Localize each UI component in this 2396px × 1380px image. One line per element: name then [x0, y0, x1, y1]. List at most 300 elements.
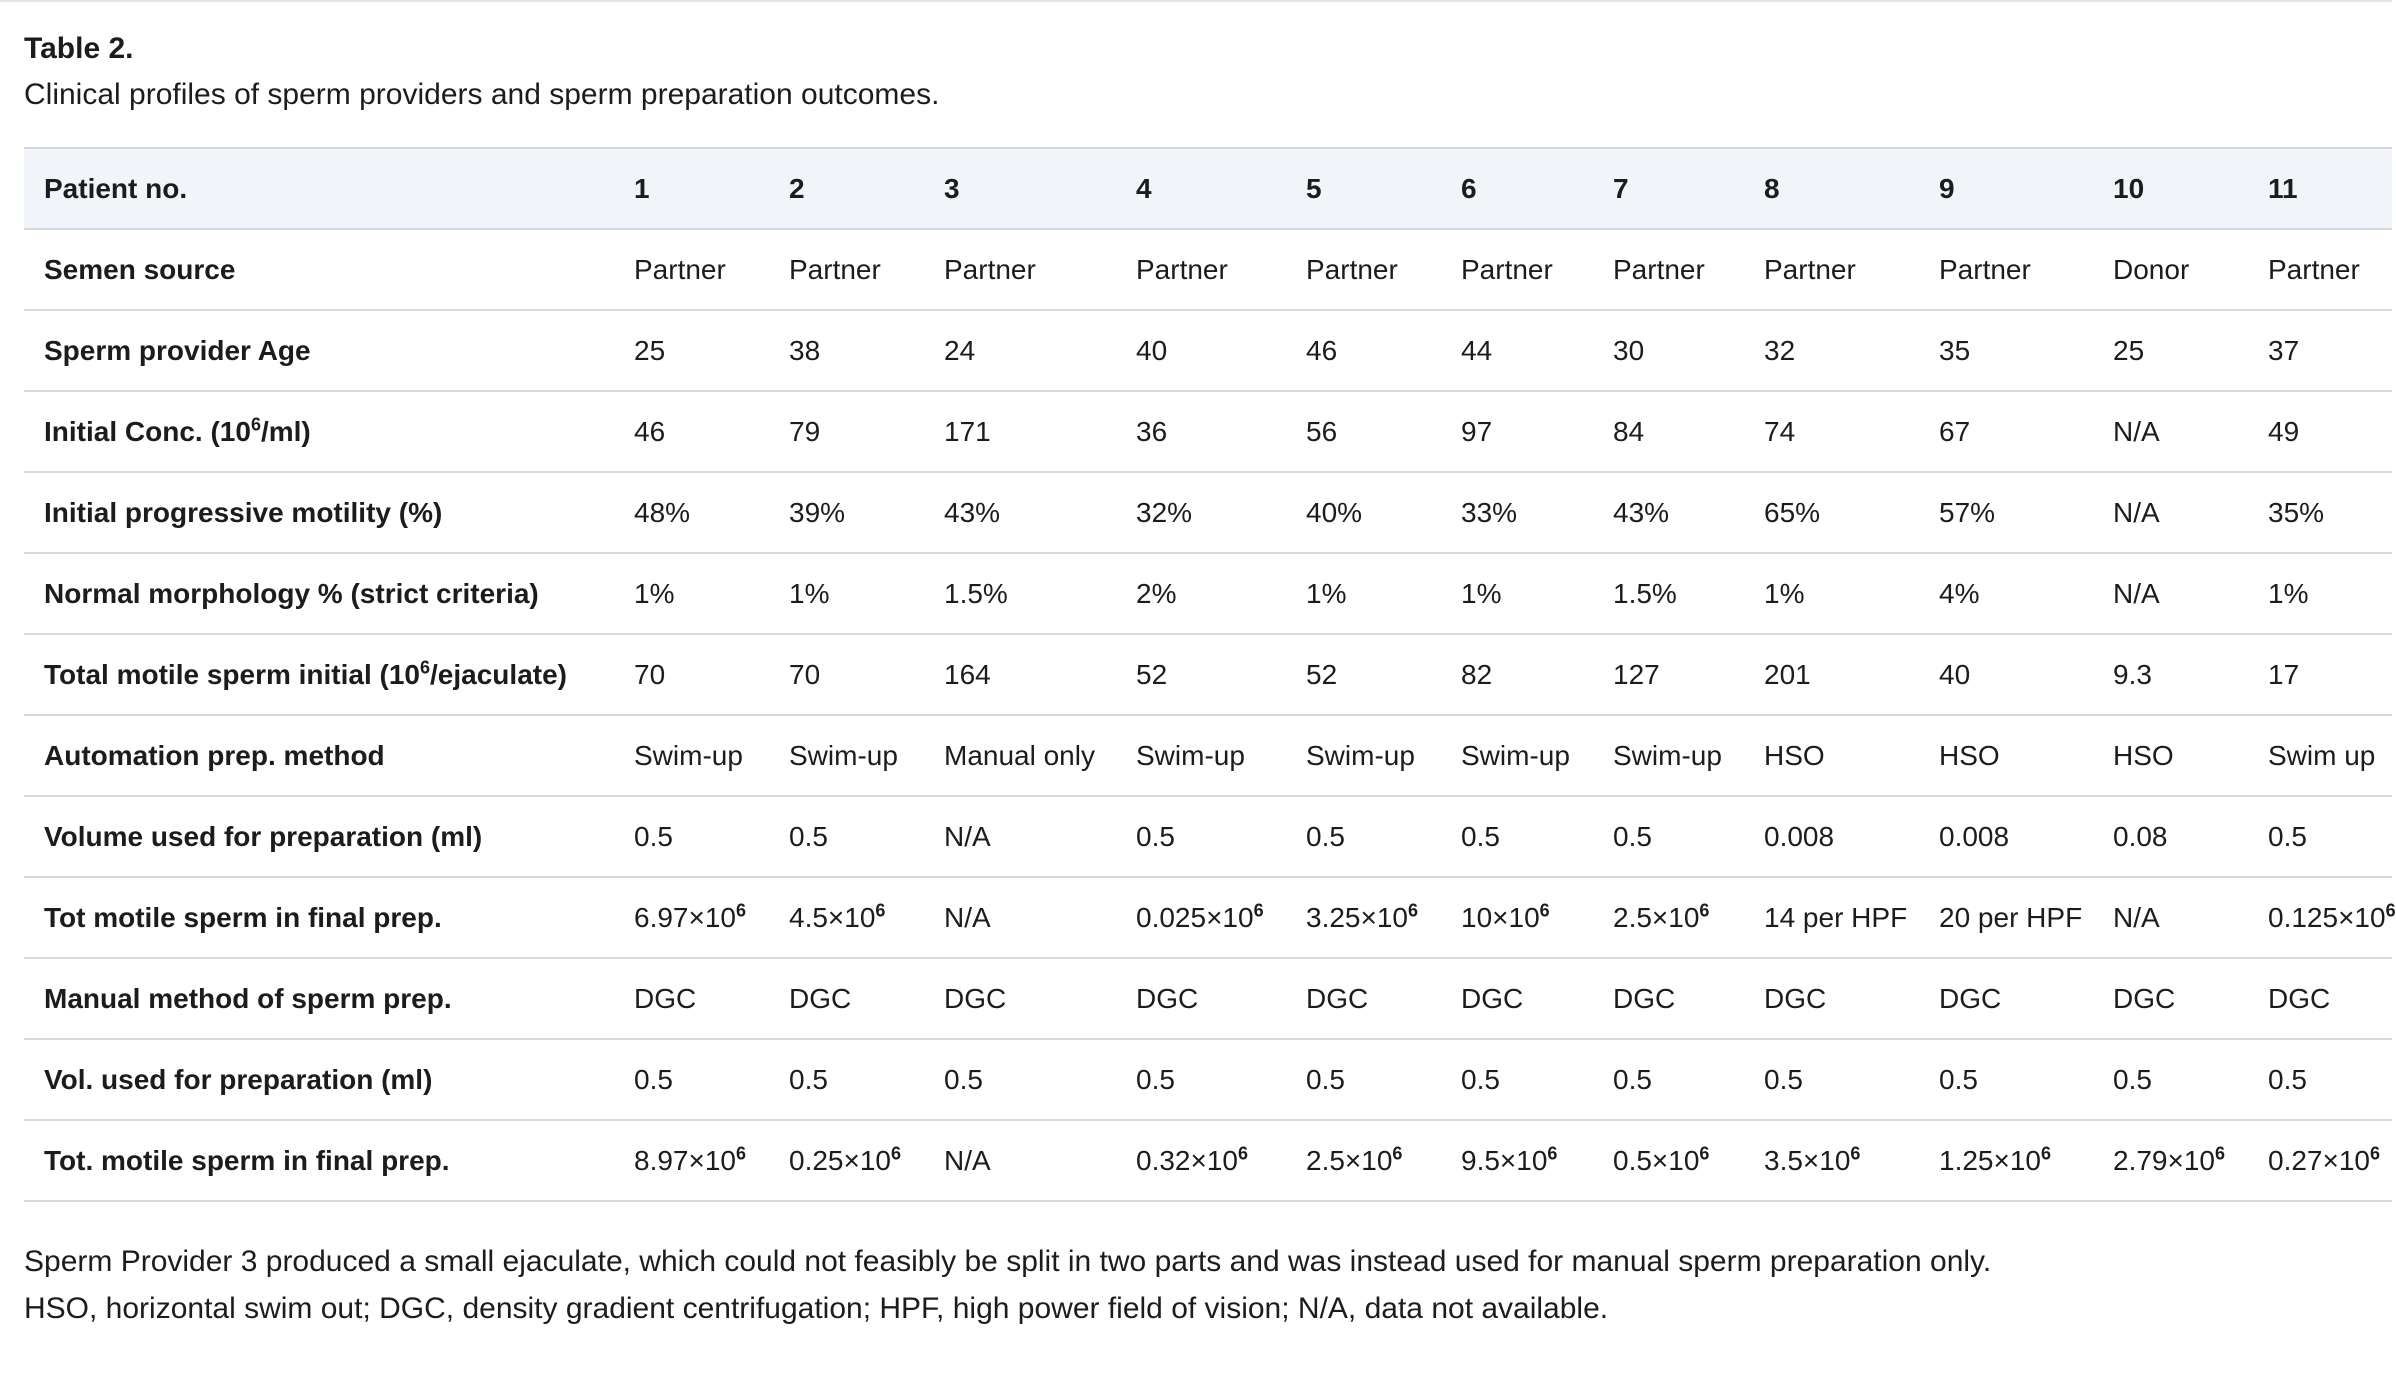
cell-value: 0.5: [1764, 1063, 1803, 1095]
cell-value: 65%: [1764, 496, 1821, 528]
table-cell: [2093, 877, 2248, 958]
table-cell: [2093, 472, 2248, 553]
table-cell: [1116, 472, 1286, 553]
cell-value: DGC: [1306, 982, 1369, 1014]
cell-value: Swim-up: [1306, 739, 1415, 771]
patient-number-header: 6: [1441, 148, 1593, 229]
table-cell: [1919, 634, 2093, 715]
table-cell: [1286, 553, 1441, 634]
cell-value: 0.5: [634, 1063, 673, 1095]
row-label: [24, 958, 614, 1039]
table-cell: [2093, 1039, 2248, 1120]
table-cell: [769, 1039, 924, 1120]
table-cell: [614, 391, 769, 472]
table-caption: Clinical profiles of sperm providers and sperm preparation outcomes.: [24, 78, 940, 111]
table-cell: [1744, 553, 1919, 634]
table-cell: [1286, 1039, 1441, 1120]
cell-value: 0.27×10: [2268, 1144, 2370, 1176]
table-row: [24, 1120, 2392, 1201]
cell-value: 79: [789, 415, 821, 447]
cell-value: 9.3: [2113, 658, 2152, 690]
table-cell: [1441, 877, 1593, 958]
cell-value: 52: [1136, 658, 1168, 690]
cell-value: 1%: [789, 577, 830, 609]
table-cell: [1286, 877, 1441, 958]
cell-value: Partner: [1764, 253, 1856, 285]
cell-value: 32%: [1136, 496, 1193, 528]
table-cell: [924, 715, 1116, 796]
cell-value: DGC: [1764, 982, 1827, 1014]
cell-value: 0.008: [1939, 820, 2010, 852]
cell-value: 4%: [1939, 577, 1980, 609]
cell-value: Swim-up: [1461, 739, 1570, 771]
cell-value: 57%: [1939, 496, 1996, 528]
table-cell: [769, 715, 924, 796]
table-cell: [924, 310, 1116, 391]
table-cell: [1919, 1120, 2093, 1201]
cell-exponent: 6: [2370, 1143, 2381, 1164]
cell-value: 43%: [1613, 496, 1670, 528]
table-cell: [1441, 310, 1593, 391]
table-cell: [1441, 391, 1593, 472]
cell-value: 84: [1613, 415, 1645, 447]
cell-value: N/A: [2113, 901, 2160, 933]
table-cell: [1593, 1039, 1744, 1120]
table-row: [24, 715, 2392, 796]
cell-exponent: 6: [1392, 1143, 1403, 1164]
table-cell: [2093, 634, 2248, 715]
table-cell: [924, 229, 1116, 310]
table-cell: [769, 391, 924, 472]
cell-value: 38: [789, 334, 821, 366]
cell-value: HSO: [1939, 739, 2000, 771]
row-label: [24, 229, 614, 310]
table-cell: [614, 796, 769, 877]
cell-value: 97: [1461, 415, 1493, 447]
table-cell: [2248, 877, 2396, 958]
cell-value: 30: [1613, 334, 1645, 366]
table-cell: [1116, 796, 1286, 877]
table-cell: [2248, 553, 2392, 634]
patient-number-header: 10: [2093, 148, 2248, 229]
table-cell: [1744, 229, 1919, 310]
table-cell: [1441, 958, 1593, 1039]
cell-value: 20 per HPF: [1939, 901, 2083, 933]
cell-value: 10×10: [1461, 901, 1540, 933]
cell-value: Partner: [789, 253, 881, 285]
table-cell: [1441, 472, 1593, 553]
cell-value: 49: [2268, 415, 2300, 447]
header-label: Patient no.: [24, 148, 614, 229]
table-cell: [1919, 472, 2093, 553]
table-cell: [1116, 229, 1286, 310]
cell-value: DGC: [634, 982, 697, 1014]
clinical-profiles-table: [24, 147, 2396, 1202]
cell-exponent: 6: [2041, 1143, 2052, 1164]
cell-value: 0.025×10: [1136, 901, 1254, 933]
cell-value: DGC: [2113, 982, 2176, 1014]
cell-exponent: 6: [1253, 900, 1264, 921]
cell-value: 0.08: [2113, 820, 2168, 852]
cell-value: 1%: [2268, 577, 2309, 609]
cell-value: Partner: [634, 253, 726, 285]
table-cell: [1286, 958, 1441, 1039]
cell-value: 2%: [1136, 577, 1177, 609]
cell-value: 6.97×10: [634, 901, 736, 933]
table-cell: [614, 1120, 769, 1201]
row-label-text: Volume used for preparation (ml): [44, 820, 483, 852]
header-row: [24, 148, 2392, 229]
table-row: [24, 796, 2392, 877]
cell-value: 14 per HPF: [1764, 901, 1908, 933]
table-cell: [614, 1039, 769, 1120]
cell-value: 1.5%: [1613, 577, 1677, 609]
table-cell: [2093, 391, 2248, 472]
table-cell: [614, 553, 769, 634]
cell-value: 0.5: [2113, 1063, 2152, 1095]
table-row: [24, 958, 2392, 1039]
patient-number-header: 2: [769, 148, 924, 229]
footnote-1: Sperm Provider 3 produced a small ejaculate, which could not feasibly be split in two parts and was instead used for manual sperm preparation only.: [24, 1245, 1992, 1278]
table-cell: [1593, 634, 1744, 715]
top-divider: [0, 0, 2392, 2]
patient-number-header: 4: [1116, 148, 1286, 229]
row-label-unit: /ml): [260, 415, 311, 447]
cell-value: 4.5×10: [789, 901, 876, 933]
cell-exponent: 6: [891, 1143, 902, 1164]
row-label-text: Manual method of sperm prep.: [44, 982, 452, 1014]
row-label: [24, 553, 614, 634]
row-label: [24, 715, 614, 796]
cell-value: 0.5×10: [1613, 1144, 1700, 1176]
table-cell: [2093, 958, 2248, 1039]
cell-value: Donor: [2113, 253, 2190, 285]
cell-value: 33%: [1461, 496, 1518, 528]
table-cell: [1593, 1120, 1744, 1201]
table-cell: [1286, 1120, 1441, 1201]
cell-value: 0.5: [1306, 1063, 1345, 1095]
cell-value: 25: [634, 334, 666, 366]
cell-value: Partner: [1461, 253, 1553, 285]
cell-value: Swim-up: [1613, 739, 1722, 771]
table-cell: [1441, 715, 1593, 796]
cell-value: Swim up: [2268, 739, 2376, 771]
cell-value: 0.32×10: [1136, 1144, 1238, 1176]
table-cell: [2248, 958, 2392, 1039]
table-cell: [1286, 472, 1441, 553]
table-cell: [1593, 391, 1744, 472]
patient-number-header: 11: [2248, 148, 2392, 229]
table-cell: [769, 958, 924, 1039]
table-cell: [1919, 715, 2093, 796]
cell-value: 74: [1764, 415, 1796, 447]
table-cell: [1286, 310, 1441, 391]
cell-value: 3.25×10: [1306, 901, 1408, 933]
cell-value: 48%: [634, 496, 691, 528]
table-cell: [924, 796, 1116, 877]
table-cell: [1919, 391, 2093, 472]
table-cell: [614, 634, 769, 715]
cell-value: Swim-up: [1136, 739, 1245, 771]
row-label-text: Tot motile sperm in final prep.: [44, 901, 442, 933]
cell-value: 164: [944, 658, 991, 690]
table-row: [24, 472, 2392, 553]
table-cell: [1744, 796, 1919, 877]
cell-value: 201: [1764, 658, 1811, 690]
patient-number-header: 7: [1593, 148, 1744, 229]
cell-value: 2.5×10: [1306, 1144, 1393, 1176]
cell-value: 1.25×10: [1939, 1144, 2041, 1176]
cell-value: DGC: [1461, 982, 1524, 1014]
cell-exponent: 6: [1699, 1143, 1710, 1164]
row-label-text: Initial Conc. (10: [44, 415, 251, 447]
table-cell: [1116, 553, 1286, 634]
row-label: [24, 310, 614, 391]
row-label: [24, 391, 614, 472]
cell-value: 25: [2113, 334, 2145, 366]
table-label: Table 2.: [24, 32, 134, 65]
row-label-exponent: 6: [250, 414, 261, 435]
cell-exponent: 6: [1539, 900, 1550, 921]
table-cell: [2248, 634, 2392, 715]
table-cell: [2248, 1039, 2392, 1120]
row-label-text: Normal morphology % (strict criteria): [44, 577, 539, 609]
table-cell: [1116, 391, 1286, 472]
table-cell: [924, 553, 1116, 634]
cell-value: 56: [1306, 415, 1338, 447]
table-cell: [1116, 634, 1286, 715]
table-cell: [1116, 1039, 1286, 1120]
cell-value: 0.5: [2268, 1063, 2307, 1095]
cell-value: HSO: [2113, 739, 2174, 771]
table-cell: [924, 472, 1116, 553]
cell-value: 0.5: [634, 820, 673, 852]
row-label: [24, 796, 614, 877]
cell-value: N/A: [944, 901, 991, 933]
table-cell: [1744, 958, 1919, 1039]
table-cell: [614, 715, 769, 796]
cell-value: DGC: [1939, 982, 2002, 1014]
cell-value: DGC: [1613, 982, 1676, 1014]
table-cell: [2248, 310, 2392, 391]
table-cell: [1919, 877, 2093, 958]
table-cell: [1286, 715, 1441, 796]
cell-value: 0.5: [2268, 820, 2307, 852]
cell-value: 0.5: [1613, 820, 1652, 852]
table-cell: [1286, 229, 1441, 310]
table-cell: [1286, 796, 1441, 877]
table-cell: [924, 877, 1116, 958]
table-cell: [1593, 715, 1744, 796]
table-footnotes: [24, 1238, 1991, 1332]
cell-value: 46: [1306, 334, 1338, 366]
table-cell: [1744, 1039, 1919, 1120]
cell-value: 1%: [1461, 577, 1502, 609]
cell-value: Partner: [2268, 253, 2360, 285]
table-cell: [614, 310, 769, 391]
cell-value: 44: [1461, 334, 1493, 366]
cell-exponent: 6: [2215, 1143, 2226, 1164]
row-label-text: Automation prep. method: [44, 739, 385, 771]
table-cell: [1116, 1120, 1286, 1201]
cell-value: 9.5×10: [1461, 1144, 1548, 1176]
cell-value: 3.5×10: [1764, 1144, 1851, 1176]
table-cell: [1593, 958, 1744, 1039]
row-label-exponent: 6: [420, 657, 431, 678]
cell-value: Partner: [1136, 253, 1228, 285]
patient-number-header: 1: [614, 148, 769, 229]
table-cell: [1441, 796, 1593, 877]
row-label: [24, 634, 614, 715]
cell-exponent: 6: [1547, 1143, 1558, 1164]
table-cell: [614, 958, 769, 1039]
table-cell: [1919, 229, 2093, 310]
table-cell: [769, 553, 924, 634]
table-cell: [1744, 715, 1919, 796]
table-cell: [1441, 1039, 1593, 1120]
row-label-text: Vol. used for preparation (ml): [44, 1063, 433, 1095]
cell-value: Swim-up: [634, 739, 743, 771]
cell-value: 0.5: [1136, 1063, 1175, 1095]
patient-number-header: 5: [1286, 148, 1441, 229]
cell-value: 82: [1461, 658, 1493, 690]
cell-value: N/A: [2113, 496, 2160, 528]
cell-value: 17: [2268, 658, 2300, 690]
cell-value: DGC: [789, 982, 852, 1014]
cell-value: 24: [944, 334, 976, 366]
row-label-text: Total motile sperm initial (10: [44, 658, 421, 690]
cell-exponent: 6: [1850, 1143, 1861, 1164]
cell-value: 35%: [2268, 496, 2325, 528]
table-cell: [2248, 715, 2392, 796]
cell-value: 36: [1136, 415, 1168, 447]
cell-value: Manual only: [944, 739, 1095, 771]
cell-value: 1%: [1306, 577, 1347, 609]
table-cell: [2093, 715, 2248, 796]
cell-value: 67: [1939, 415, 1971, 447]
cell-value: 2.79×10: [2113, 1144, 2215, 1176]
table-cell: [924, 1039, 1116, 1120]
cell-value: N/A: [2113, 577, 2160, 609]
cell-value: 40: [1939, 658, 1971, 690]
table-cell: [2248, 796, 2392, 877]
table-cell: [1744, 634, 1919, 715]
table-cell: [1919, 796, 2093, 877]
table-cell: [2093, 310, 2248, 391]
table-cell: [1593, 796, 1744, 877]
cell-value: Partner: [1613, 253, 1705, 285]
row-label-text: Tot. motile sperm in final prep.: [44, 1144, 450, 1176]
patient-number-header: 3: [924, 148, 1116, 229]
table-caption-block: [24, 28, 2392, 116]
table-row: [24, 229, 2392, 310]
cell-value: N/A: [944, 1144, 991, 1176]
table-body: [24, 229, 2396, 1201]
cell-value: Partner: [1306, 253, 1398, 285]
table-cell: [1919, 310, 2093, 391]
cell-value: 0.5: [789, 820, 828, 852]
cell-value: DGC: [1136, 982, 1199, 1014]
cell-value: 37: [2268, 334, 2300, 366]
table-cell: [2248, 472, 2392, 553]
table-cell: [1593, 310, 1744, 391]
cell-value: 0.5: [789, 1063, 828, 1095]
table-cell: [1919, 553, 2093, 634]
cell-value: 1%: [1764, 577, 1805, 609]
row-label-text: Semen source: [44, 253, 236, 285]
table-cell: [1116, 877, 1286, 958]
cell-value: 0.5: [1461, 820, 1500, 852]
table-cell: [2093, 229, 2248, 310]
table-cell: [769, 796, 924, 877]
table-cell: [1744, 472, 1919, 553]
table-cell: [1441, 229, 1593, 310]
cell-value: DGC: [944, 982, 1007, 1014]
cell-value: 35: [1939, 334, 1971, 366]
table-cell: [1593, 877, 1744, 958]
cell-value: 43%: [944, 496, 1001, 528]
cell-value: 0.25×10: [789, 1144, 891, 1176]
cell-value: 0.5: [1136, 820, 1175, 852]
table-cell: [1593, 553, 1744, 634]
cell-exponent: 6: [736, 900, 747, 921]
table-cell: [2093, 796, 2248, 877]
table-cell: [769, 310, 924, 391]
table-row: [24, 634, 2392, 715]
table-cell: [614, 877, 769, 958]
table-row: [24, 391, 2392, 472]
table-row: [24, 553, 2392, 634]
cell-value: Partner: [944, 253, 1036, 285]
table-cell: [2248, 1120, 2392, 1201]
cell-value: 0.5: [1939, 1063, 1978, 1095]
table-row: [24, 1039, 2392, 1120]
cell-value: 8.97×10: [634, 1144, 736, 1176]
cell-value: 171: [944, 415, 991, 447]
table-cell: [1593, 472, 1744, 553]
table-cell: [1441, 634, 1593, 715]
table-cell: [1441, 553, 1593, 634]
table-cell: [1744, 877, 1919, 958]
table-row: [24, 310, 2392, 391]
cell-exponent: 6: [1408, 900, 1419, 921]
cell-value: 1%: [634, 577, 675, 609]
table-cell: [1116, 310, 1286, 391]
patient-number-header: 9: [1919, 148, 2093, 229]
cell-value: N/A: [944, 820, 991, 852]
row-label: [24, 1039, 614, 1120]
cell-exponent: 6: [1699, 900, 1710, 921]
cell-value: 0.5: [1461, 1063, 1500, 1095]
table-cell: [924, 391, 1116, 472]
cell-value: Swim-up: [789, 739, 898, 771]
table-cell: [1116, 715, 1286, 796]
table-cell: [1919, 958, 2093, 1039]
table-cell: [769, 229, 924, 310]
cell-value: N/A: [2113, 415, 2160, 447]
table-cell: [1744, 310, 1919, 391]
table-cell: [1744, 1120, 1919, 1201]
cell-value: 46: [634, 415, 666, 447]
table-cell: [1286, 391, 1441, 472]
row-label-text: Sperm provider Age: [44, 334, 311, 366]
cell-value: 0.5: [1613, 1063, 1652, 1095]
cell-exponent: 6: [736, 1143, 747, 1164]
patient-number-header: 8: [1744, 148, 1919, 229]
table-row: [24, 877, 2392, 958]
cell-value: DGC: [2268, 982, 2331, 1014]
table-header: [24, 148, 2392, 229]
